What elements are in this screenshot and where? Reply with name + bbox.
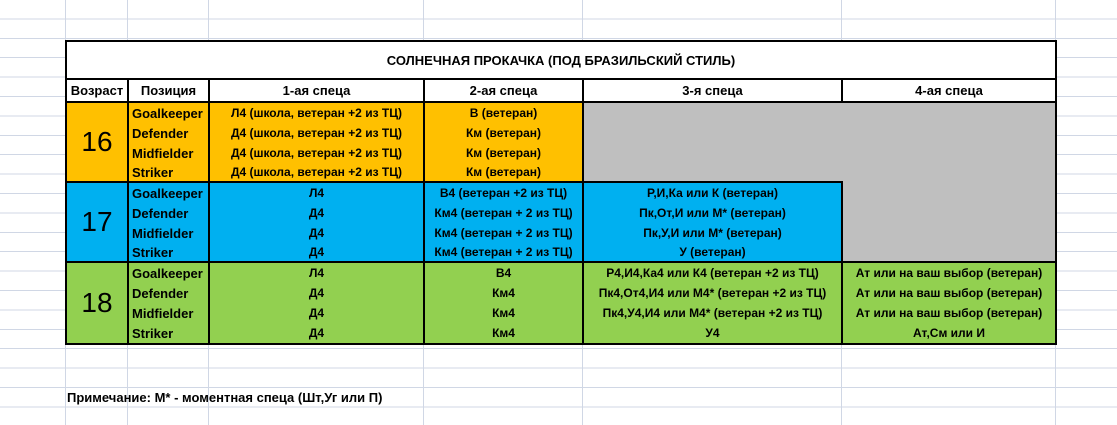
cell-16-goalkeeper-spec1[interactable]: Л4 (школа, ветеран +2 из ТЦ) — [210, 103, 425, 123]
cell-16-defender-spec1[interactable]: Д4 (школа, ветеран +2 из ТЦ) — [210, 123, 425, 143]
cell-18-defender-spec3[interactable]: Пк4,От4,И4 или М4* (ветеран +2 из ТЦ) — [584, 283, 843, 303]
cell-16-goalkeeper-spec2[interactable]: В (ветеран) — [425, 103, 584, 123]
cell-16-position-goalkeeper[interactable]: Goalkeeper — [129, 103, 210, 123]
cell-18-position-striker[interactable]: Striker — [129, 323, 210, 343]
cell-16-defender-spec2[interactable]: Км (ветеран) — [425, 123, 584, 143]
column-header-position[interactable]: Позиция — [129, 80, 210, 103]
cell-18-midfielder-spec1[interactable]: Д4 — [210, 303, 425, 323]
cell-16-17-empty-spec4[interactable] — [843, 103, 1055, 263]
cell-16-position-defender[interactable]: Defender — [129, 123, 210, 143]
cell-17-striker-spec3[interactable]: У (ветеран) — [584, 243, 843, 263]
cell-17-position-striker[interactable]: Striker — [129, 243, 210, 263]
cell-16-midfielder-spec2[interactable]: Км (ветеран) — [425, 143, 584, 163]
cell-18-midfielder-spec3[interactable]: Пк4,У4,И4 или М4* (ветеран +2 из ТЦ) — [584, 303, 843, 323]
column-header-spec3[interactable]: 3-я спеца — [584, 80, 843, 103]
cell-17-goalkeeper-spec1[interactable]: Л4 — [210, 183, 425, 203]
cell-18-striker-spec3[interactable]: У4 — [584, 323, 843, 343]
cell-age-18[interactable]: 18 — [67, 263, 129, 343]
cell-18-striker-spec2[interactable]: Км4 — [425, 323, 584, 343]
cell-age-16[interactable]: 16 — [67, 103, 129, 183]
cell-17-midfielder-spec1[interactable]: Д4 — [210, 223, 425, 243]
cell-18-striker-spec1[interactable]: Д4 — [210, 323, 425, 343]
cell-18-midfielder-spec4[interactable]: Ат или на ваш выбор (ветеран) — [843, 303, 1055, 323]
cell-16-striker-spec2[interactable]: Км (ветеран) — [425, 163, 584, 183]
cell-17-goalkeeper-spec3[interactable]: Р,И,Ка или К (ветеран) — [584, 183, 843, 203]
cell-18-defender-spec4[interactable]: Ат или на ваш выбор (ветеран) — [843, 283, 1055, 303]
cell-17-defender-spec1[interactable]: Д4 — [210, 203, 425, 223]
cell-18-goalkeeper-spec3[interactable]: Р4,И4,Ка4 или К4 (ветеран +2 из ТЦ) — [584, 263, 843, 283]
cell-18-goalkeeper-spec2[interactable]: В4 — [425, 263, 584, 283]
cell-17-striker-spec1[interactable]: Д4 — [210, 243, 425, 263]
cell-17-defender-spec2[interactable]: Км4 (ветеран + 2 из ТЦ) — [425, 203, 584, 223]
cell-17-defender-spec3[interactable]: Пк,От,И или М* (ветеран) — [584, 203, 843, 223]
cell-17-striker-spec2[interactable]: Км4 (ветеран + 2 из ТЦ) — [425, 243, 584, 263]
cell-18-striker-spec4[interactable]: Ат,См или И — [843, 323, 1055, 343]
footnote[interactable]: Примечание: М* - моментная спеца (Шт,Уг или П) — [67, 390, 383, 405]
training-plan-table — [65, 40, 1057, 345]
cell-17-position-defender[interactable]: Defender — [129, 203, 210, 223]
table-title[interactable]: СОЛНЕЧНАЯ ПРОКАЧКА (ПОД БРАЗИЛЬСКИЙ СТИЛЬ) — [67, 42, 1055, 80]
cell-18-defender-spec2[interactable]: Км4 — [425, 283, 584, 303]
cell-18-position-midfielder[interactable]: Midfielder — [129, 303, 210, 323]
cell-16-empty-spec3[interactable] — [584, 103, 843, 183]
cell-18-position-goalkeeper[interactable]: Goalkeeper — [129, 263, 210, 283]
cell-17-midfielder-spec2[interactable]: Км4 (ветеран + 2 из ТЦ) — [425, 223, 584, 243]
cell-16-position-midfielder[interactable]: Midfielder — [129, 143, 210, 163]
cell-17-position-goalkeeper[interactable]: Goalkeeper — [129, 183, 210, 203]
cell-18-midfielder-spec2[interactable]: Км4 — [425, 303, 584, 323]
cell-18-goalkeeper-spec4[interactable]: Ат или на ваш выбор (ветеран) — [843, 263, 1055, 283]
cell-16-position-striker[interactable]: Striker — [129, 163, 210, 183]
cell-17-goalkeeper-spec2[interactable]: В4 (ветеран +2 из ТЦ) — [425, 183, 584, 203]
column-header-spec2[interactable]: 2-ая спеца — [425, 80, 584, 103]
column-header-spec1[interactable]: 1-ая спеца — [210, 80, 425, 103]
cell-18-position-defender[interactable]: Defender — [129, 283, 210, 303]
column-header-spec4[interactable]: 4-ая спеца — [843, 80, 1055, 103]
cell-18-goalkeeper-spec1[interactable]: Л4 — [210, 263, 425, 283]
cell-18-defender-spec1[interactable]: Д4 — [210, 283, 425, 303]
column-header-age[interactable]: Возраст — [67, 80, 129, 103]
cell-17-midfielder-spec3[interactable]: Пк,У,И или М* (ветеран) — [584, 223, 843, 243]
cell-16-midfielder-spec1[interactable]: Д4 (школа, ветеран +2 из ТЦ) — [210, 143, 425, 163]
cell-16-striker-spec1[interactable]: Д4 (школа, ветеран +2 из ТЦ) — [210, 163, 425, 183]
cell-age-17[interactable]: 17 — [67, 183, 129, 263]
cell-17-position-midfielder[interactable]: Midfielder — [129, 223, 210, 243]
